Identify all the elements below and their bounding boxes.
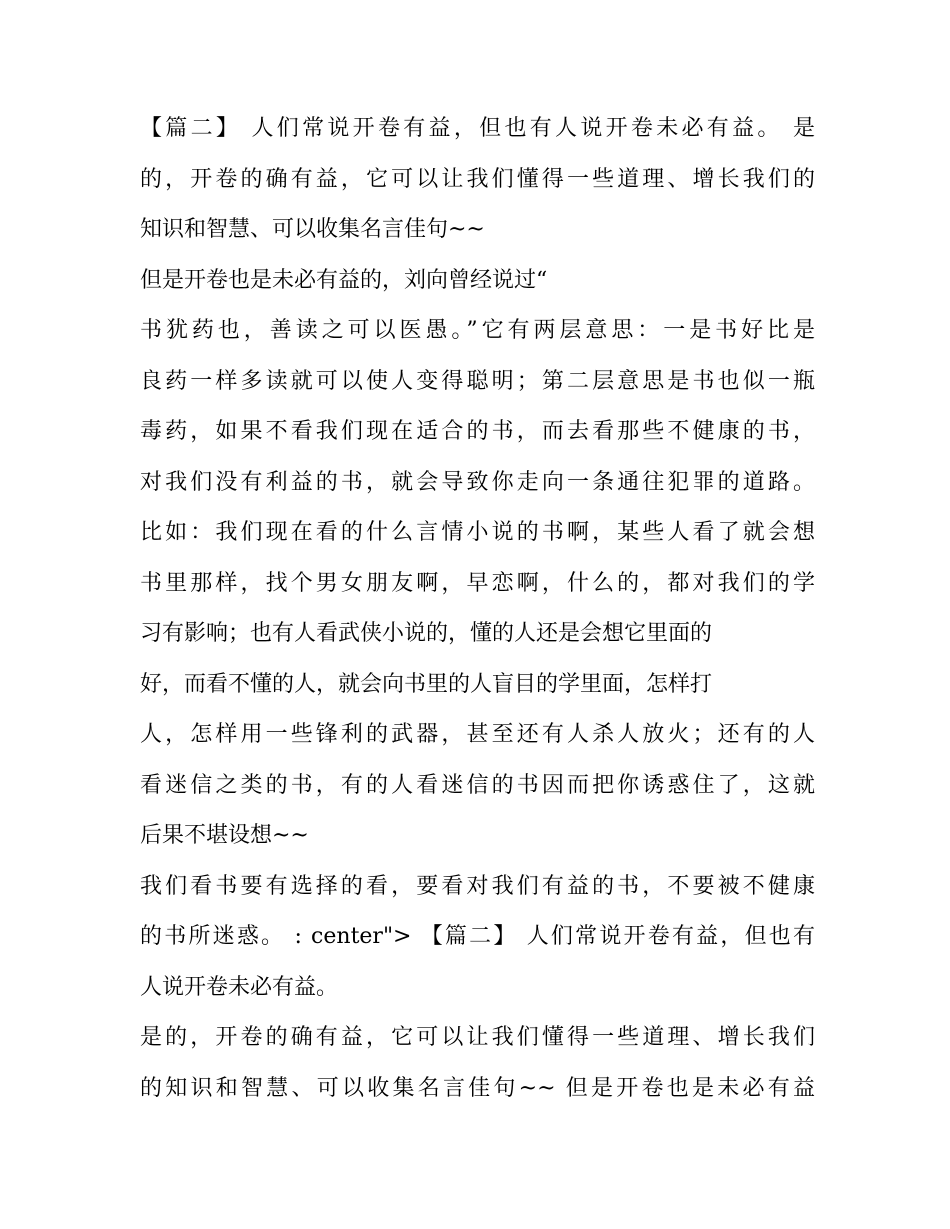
text-line-8: 对我们没有利益的书，就会导致你走向一条通往犯罪的道路。 xyxy=(140,469,815,495)
text-line-12: 好，而看不懂的人，就会向书里的人盲目的学里面，怎样打 xyxy=(140,671,713,697)
text-line-19: 是的，开卷的确有益，它可以让我们懂得一些道理、增长我们 xyxy=(140,1025,815,1050)
text-line-3: 知识和智慧、可以收集名言佳句~~ xyxy=(140,217,485,242)
text-line-6: 良药一样多读就可以使人变得聪明；第二层意思是书也似一瓶 xyxy=(140,368,815,394)
text-line-7: 毒药，如果不看我们现在适合的书，而去看那些不健康的书， xyxy=(140,419,815,444)
text-line-14: 看迷信之类的书，有的人看迷信的书因而把你诱惑住了，这就 xyxy=(140,772,815,798)
document-body xyxy=(140,104,815,1114)
text-line-9: 比如：我们现在看的什么言情小说的书啊，某些人看了就会想 xyxy=(140,520,815,545)
text-line-18: 人说开卷未必有益。 xyxy=(140,974,339,1000)
text-line-13: 人，怎样用一些锋利的武器，甚至还有人杀人放火；还有的人 xyxy=(140,722,815,747)
text-line-1: 【篇二】 人们常说开卷有益，但也有人说开卷未必有益。 是 xyxy=(140,116,815,141)
text-line-16: 我们看书要有选择的看，要看对我们有益的书，不要被不健康 xyxy=(140,873,815,899)
text-line-20: 的知识和智慧、可以收集名言佳句~~ 但是开卷也是未必有益 xyxy=(140,1075,815,1101)
text-line-5: 书犹药也，善读之可以医愚。”它有两层意思：一是书好比是 xyxy=(140,318,815,343)
text-line-11: 习有影响；也有人看武侠小说的，懂的人还是会想它里面的 xyxy=(140,621,713,646)
text-line-10: 书里那样，找个男女朋友啊，早恋啊，什么的，都对我们的学 xyxy=(140,570,815,596)
text-line-4: 但是开卷也是未必有益的，刘向曾经说过“ xyxy=(140,267,548,293)
text-line-2: 的，开卷的确有益，它可以让我们懂得一些道理、增长我们的 xyxy=(140,166,815,192)
text-line-17: 的书所迷惑。 : center"> 【篇二】 人们常说开卷有益，但也有 xyxy=(140,924,815,949)
text-line-15: 后果不堪设想~~ xyxy=(140,823,309,848)
